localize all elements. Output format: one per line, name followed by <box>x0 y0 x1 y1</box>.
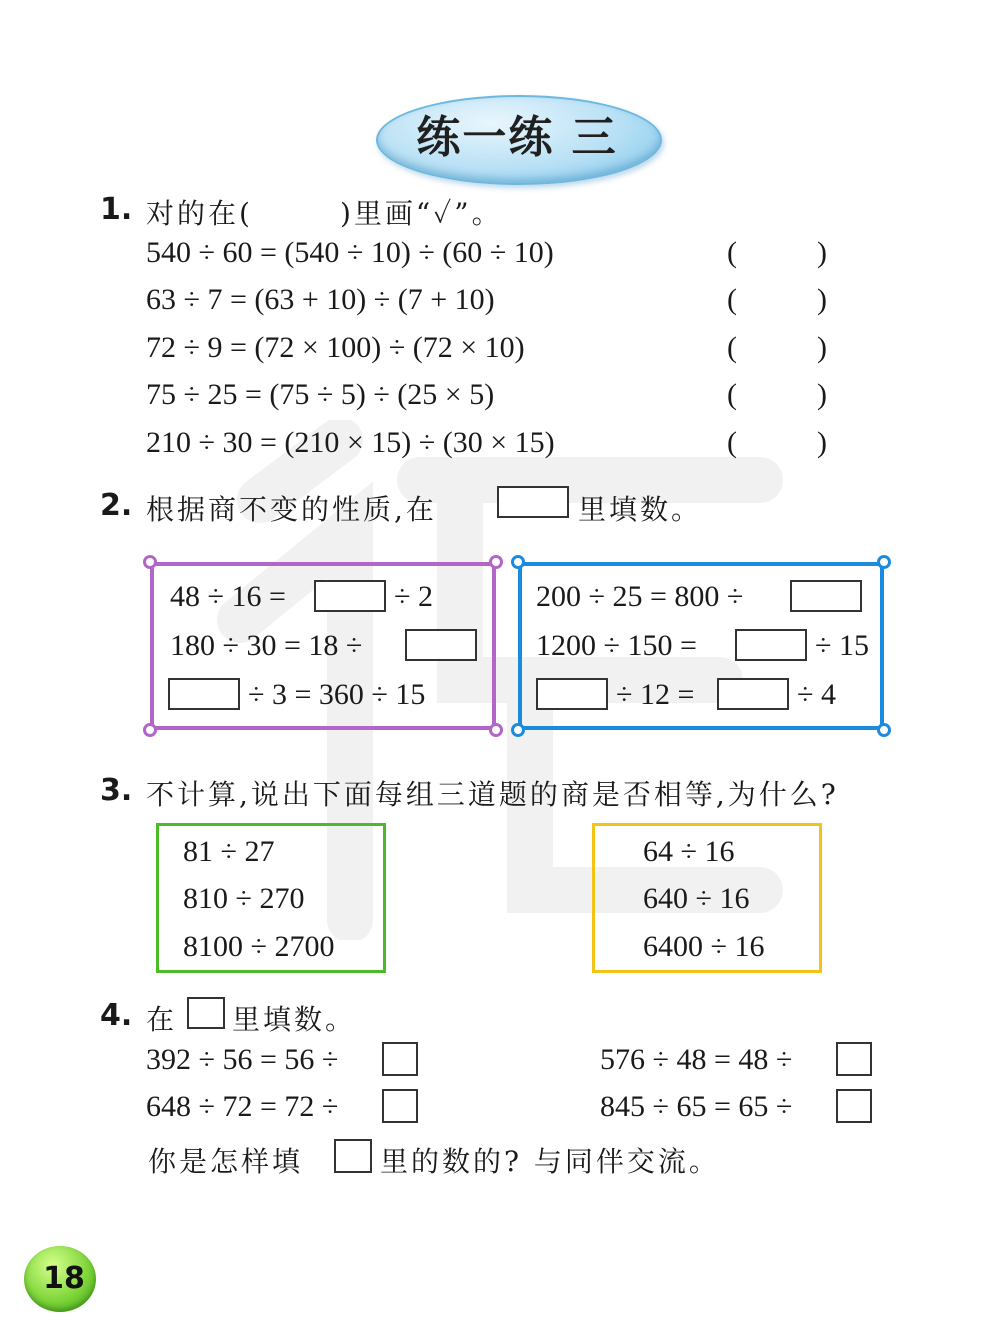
q1-equation-1: 540 ÷ 60 = (540 ÷ 10) ÷ (60 ÷ 10) <box>146 236 554 269</box>
q2-left-row1-blank[interactable] <box>314 580 386 612</box>
q2-left-corner <box>489 555 503 569</box>
q4-followup-b: 里的数的? 与同伴交流。 <box>380 1145 720 1178</box>
q3-number: 3. <box>100 773 133 808</box>
q1-instruction-b: )里画“✓”。 <box>340 197 503 230</box>
q2-right-row1-blank[interactable] <box>790 580 862 612</box>
q4-equation-1-blank[interactable] <box>382 1042 418 1076</box>
q2-right-row3-tail: ÷ 4 <box>797 678 836 711</box>
q2-left-corner <box>489 723 503 737</box>
q1-answer-open-4: ( <box>727 378 737 411</box>
q4-instruction-a: 在 <box>146 1003 178 1036</box>
q1-equation-4: 75 ÷ 25 = (75 ÷ 5) ÷ (25 × 5) <box>146 378 495 411</box>
q2-left-row2-blank[interactable] <box>405 629 477 661</box>
q3-left-item-3: 8100 ÷ 2700 <box>183 930 335 963</box>
q1-equation-3: 72 ÷ 9 = (72 × 100) ÷ (72 × 10) <box>146 331 525 364</box>
q1-answer-open-5: ( <box>727 426 737 459</box>
q2-left-row1-text: 48 ÷ 16 = <box>170 580 286 613</box>
q2-right-row2-blank[interactable] <box>735 629 807 661</box>
q4-equation-1: 392 ÷ 56 = 56 ÷ <box>146 1043 339 1076</box>
q4-followup-box <box>334 1139 372 1173</box>
q1-instruction-a: 对的在( <box>146 197 253 230</box>
q2-right-row3-blank-a[interactable] <box>536 678 608 710</box>
q1-answer-open-3: ( <box>727 331 737 364</box>
q1-equation-2: 63 ÷ 7 = (63 + 10) ÷ (7 + 10) <box>146 283 495 316</box>
q1-answer-close-3: ) <box>817 331 827 364</box>
q1-answer-open-2: ( <box>727 283 737 316</box>
q2-left-corner <box>143 723 157 737</box>
q4-number: 4. <box>100 998 133 1033</box>
q3-right-item-3: 6400 ÷ 16 <box>643 930 765 963</box>
q2-right-row2-text: 1200 ÷ 150 = <box>536 629 697 662</box>
q3-left-item-2: 810 ÷ 270 <box>183 882 305 915</box>
q4-followup-a: 你是怎样填 <box>148 1145 304 1178</box>
q2-number: 2. <box>100 488 133 523</box>
q2-left-row3-text: ÷ 3 = 360 ÷ 15 <box>248 678 426 711</box>
q4-equation-4: 845 ÷ 65 = 65 ÷ <box>600 1090 793 1123</box>
q3-right-item-2: 640 ÷ 16 <box>643 882 750 915</box>
q2-instruction-box <box>497 486 569 518</box>
q2-right-row2-tail: ÷ 15 <box>815 629 869 662</box>
page-title: 练一练 三 <box>416 112 618 163</box>
q1-answer-close-4: ) <box>817 378 827 411</box>
q2-left-row3-blank[interactable] <box>168 678 240 710</box>
q4-instruction-box <box>187 997 225 1029</box>
q1-answer-close-1: ) <box>817 236 827 269</box>
q2-right-corner <box>511 723 525 737</box>
q2-right-corner <box>877 723 891 737</box>
q1-equation-5: 210 ÷ 30 = (210 × 15) ÷ (30 × 15) <box>146 426 555 459</box>
q2-right-row3-mid: ÷ 12 = <box>616 678 695 711</box>
q2-right-corner <box>877 555 891 569</box>
q2-right-row1-text: 200 ÷ 25 = 800 ÷ <box>536 580 744 613</box>
page-number: 18 <box>43 1261 85 1296</box>
q3-instruction: 不计算,说出下面每组三道题的商是否相等,为什么? <box>146 778 839 811</box>
q4-instruction-b: 里填数。 <box>232 1003 357 1036</box>
q2-instruction-a: 根据商不变的性质,在 <box>146 493 437 526</box>
q2-right-row3-blank-b[interactable] <box>717 678 789 710</box>
q4-equation-3-blank[interactable] <box>382 1089 418 1123</box>
q3-left-item-1: 81 ÷ 27 <box>183 835 275 868</box>
q4-equation-4-blank[interactable] <box>836 1089 872 1123</box>
q1-answer-close-5: ) <box>817 426 827 459</box>
q4-equation-2-blank[interactable] <box>836 1042 872 1076</box>
q2-left-corner <box>143 555 157 569</box>
q3-right-item-1: 64 ÷ 16 <box>643 835 735 868</box>
q2-instruction-b: 里填数。 <box>578 493 703 526</box>
q2-left-row2-text: 180 ÷ 30 = 18 ÷ <box>170 629 363 662</box>
q1-answer-open-1: ( <box>727 236 737 269</box>
q1-number: 1. <box>100 192 133 227</box>
q1-answer-close-2: ) <box>817 283 827 316</box>
q4-equation-2: 576 ÷ 48 = 48 ÷ <box>600 1043 793 1076</box>
q2-left-row1-tail: ÷ 2 <box>394 580 433 613</box>
q2-right-corner <box>511 555 525 569</box>
q4-equation-3: 648 ÷ 72 = 72 ÷ <box>146 1090 339 1123</box>
